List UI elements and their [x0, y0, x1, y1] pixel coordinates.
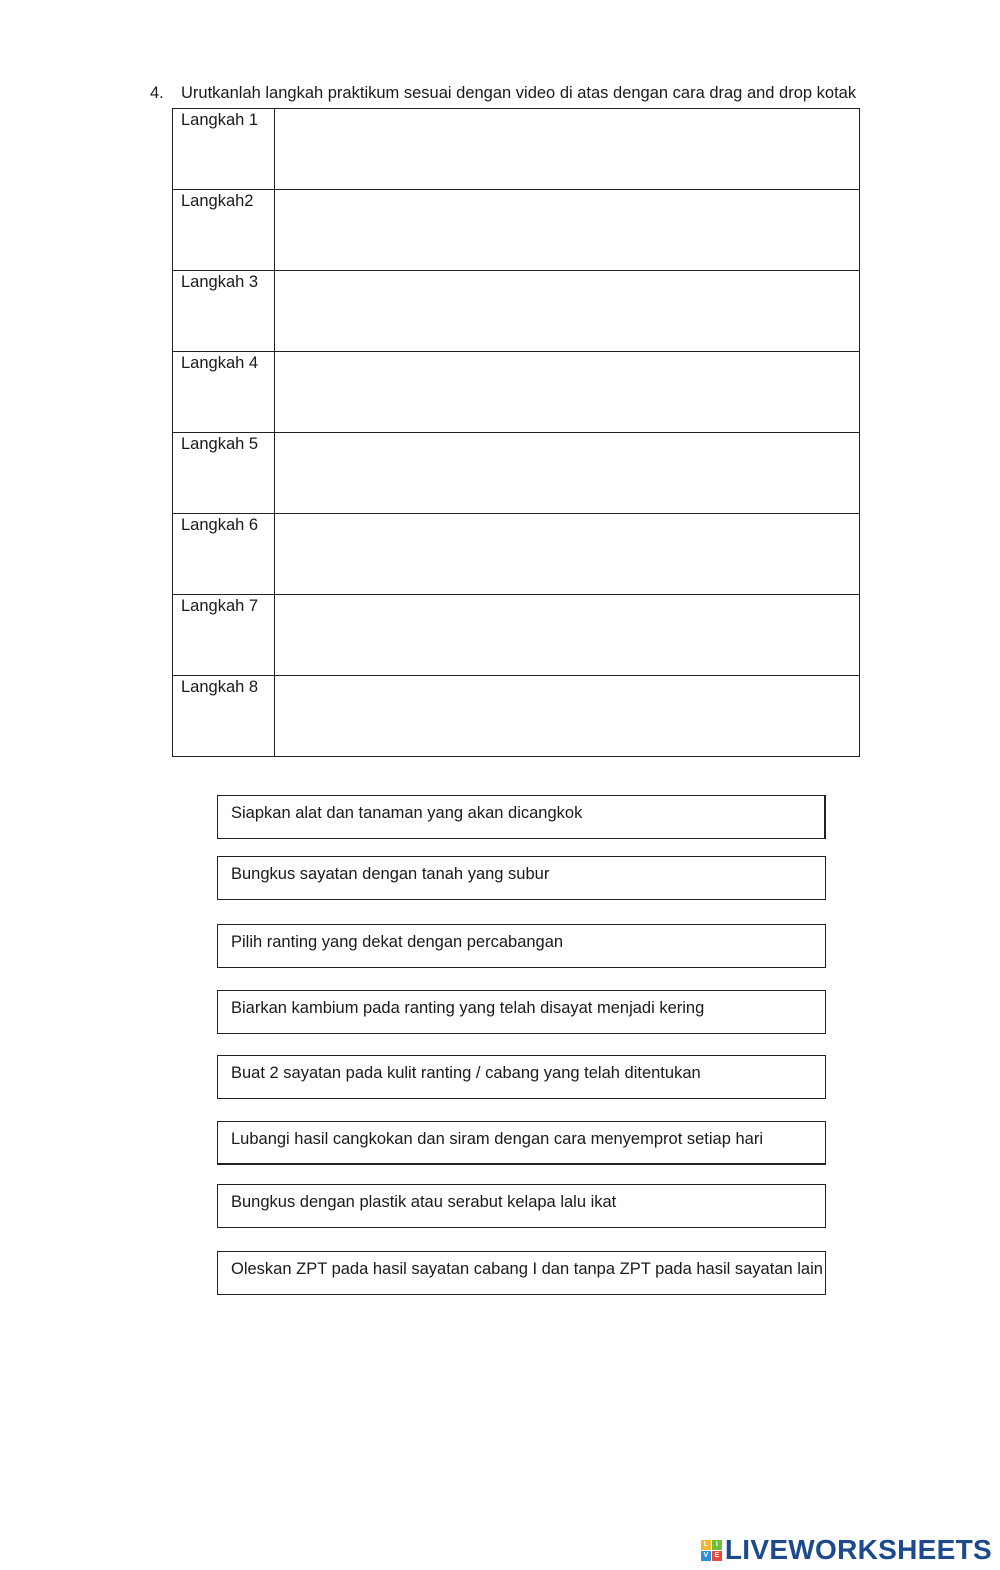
draggable-option[interactable]: Bungkus sayatan dengan tanah yang subur	[217, 856, 826, 900]
step-row	[173, 595, 860, 676]
liveworksheets-logo-icon	[701, 1540, 722, 1561]
step-drop-zone-6[interactable]	[275, 514, 860, 595]
step-drop-zone-5[interactable]	[275, 433, 860, 514]
step-row	[173, 514, 860, 595]
step-row	[173, 109, 860, 190]
draggable-option[interactable]: Bungkus dengan plastik atau serabut kelapa lalu ikat	[217, 1184, 826, 1228]
draggable-option[interactable]: Lubangi hasil cangkokan dan siram dengan cara menyemprot setiap hari	[217, 1121, 826, 1165]
step-drop-zone-7[interactable]	[275, 595, 860, 676]
liveworksheets-brand	[701, 1536, 992, 1564]
logo-letter-v: V	[701, 1551, 711, 1561]
step-row	[173, 352, 860, 433]
step-drop-zone-3[interactable]	[275, 271, 860, 352]
step-drop-zone-4[interactable]	[275, 352, 860, 433]
question-text: Urutkanlah langkah praktikum sesuai dengan video di atas dengan cara drag and drop kotak	[181, 84, 857, 102]
draggable-option[interactable]: Oleskan ZPT pada hasil sayatan cabang I dan tanpa ZPT pada hasil sayatan lain	[217, 1251, 826, 1295]
step-drop-zone-8[interactable]	[275, 676, 860, 757]
step-label: Langkah 1	[173, 109, 275, 190]
step-label: Langkah 3	[173, 271, 275, 352]
logo-letter-i: I	[712, 1540, 722, 1550]
step-label: Langkah 6	[173, 514, 275, 595]
draggable-option[interactable]: Biarkan kambium pada ranting yang telah disayat menjadi kering	[217, 990, 826, 1034]
step-row	[173, 271, 860, 352]
step-label: Langkah 5	[173, 433, 275, 514]
draggable-option[interactable]: Pilih ranting yang dekat dengan percabangan	[217, 924, 826, 968]
draggable-option[interactable]: Buat 2 sayatan pada kulit ranting / cabang yang telah ditentukan	[217, 1055, 826, 1099]
question-number: 4.	[150, 84, 164, 102]
step-drop-zone-1[interactable]	[275, 109, 860, 190]
brand-name: LIVEWORKSHEETS	[724, 1534, 992, 1565]
question-prompt	[150, 84, 856, 103]
draggable-option[interactable]: Siapkan alat dan tanaman yang akan dicangkok	[217, 795, 826, 839]
step-row	[173, 190, 860, 271]
step-label: Langkah 4	[173, 352, 275, 433]
step-label: Langkah2	[173, 190, 275, 271]
step-row	[173, 433, 860, 514]
step-label: Langkah 8	[173, 676, 275, 757]
step-label: Langkah 7	[173, 595, 275, 676]
logo-letter-l: L	[701, 1540, 711, 1550]
logo-letter-e: E	[712, 1551, 722, 1561]
step-drop-zone-2[interactable]	[275, 190, 860, 271]
step-row	[173, 676, 860, 757]
steps-table	[172, 108, 860, 757]
